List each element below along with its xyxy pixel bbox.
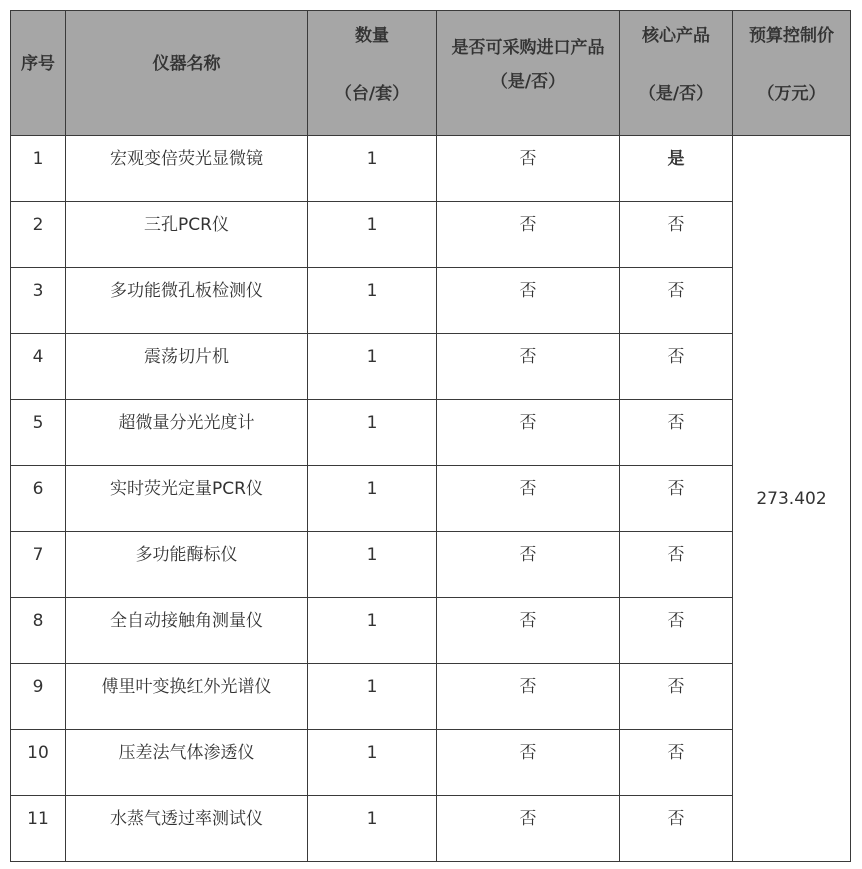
cell-core: 否 bbox=[620, 400, 733, 466]
cell-quantity: 1 bbox=[308, 334, 437, 400]
cell-instrument-name: 实时荧光定量PCR仪 bbox=[66, 466, 308, 532]
cell-instrument-name: 震荡切片机 bbox=[66, 334, 308, 400]
cell-index: 4 bbox=[11, 334, 66, 400]
cell-import: 否 bbox=[437, 268, 620, 334]
header-core: 核心产品 （是/否） bbox=[620, 11, 733, 136]
cell-core: 否 bbox=[620, 796, 733, 862]
cell-index: 7 bbox=[11, 532, 66, 598]
cell-quantity: 1 bbox=[308, 136, 437, 202]
cell-import: 否 bbox=[437, 664, 620, 730]
cell-budget: 273.402 bbox=[733, 136, 851, 862]
cell-import: 否 bbox=[437, 400, 620, 466]
cell-quantity: 1 bbox=[308, 796, 437, 862]
header-import: 是否可采购进口产品 （是/否） bbox=[437, 11, 620, 136]
table-row bbox=[11, 400, 851, 466]
cell-instrument-name: 超微量分光光度计 bbox=[66, 400, 308, 466]
cell-quantity: 1 bbox=[308, 730, 437, 796]
cell-instrument-name: 宏观变倍荧光显微镜 bbox=[66, 136, 308, 202]
cell-index: 2 bbox=[11, 202, 66, 268]
cell-import: 否 bbox=[437, 334, 620, 400]
cell-index: 1 bbox=[11, 136, 66, 202]
cell-core: 否 bbox=[620, 466, 733, 532]
cell-core: 否 bbox=[620, 730, 733, 796]
cell-import: 否 bbox=[437, 598, 620, 664]
cell-index: 5 bbox=[11, 400, 66, 466]
cell-instrument-name: 全自动接触角测量仪 bbox=[66, 598, 308, 664]
cell-core: 否 bbox=[620, 268, 733, 334]
header-row bbox=[11, 11, 851, 136]
cell-instrument-name: 多功能酶标仪 bbox=[66, 532, 308, 598]
cell-instrument-name: 三孔PCR仪 bbox=[66, 202, 308, 268]
cell-core: 否 bbox=[620, 202, 733, 268]
table-row bbox=[11, 334, 851, 400]
cell-core: 否 bbox=[620, 334, 733, 400]
cell-quantity: 1 bbox=[308, 532, 437, 598]
table-row bbox=[11, 532, 851, 598]
cell-index: 9 bbox=[11, 664, 66, 730]
cell-core: 否 bbox=[620, 664, 733, 730]
cell-quantity: 1 bbox=[308, 202, 437, 268]
table-row bbox=[11, 202, 851, 268]
table-row bbox=[11, 598, 851, 664]
cell-import: 否 bbox=[437, 730, 620, 796]
table-row bbox=[11, 136, 851, 202]
cell-instrument-name: 水蒸气透过率测试仪 bbox=[66, 796, 308, 862]
cell-quantity: 1 bbox=[308, 268, 437, 334]
cell-index: 10 bbox=[11, 730, 66, 796]
cell-import: 否 bbox=[437, 796, 620, 862]
table-row bbox=[11, 730, 851, 796]
cell-core: 否 bbox=[620, 598, 733, 664]
cell-import: 否 bbox=[437, 202, 620, 268]
header-quantity: 数量 （台/套） bbox=[308, 11, 437, 136]
cell-index: 3 bbox=[11, 268, 66, 334]
cell-core: 是 bbox=[620, 136, 733, 202]
cell-quantity: 1 bbox=[308, 466, 437, 532]
cell-import: 否 bbox=[437, 136, 620, 202]
cell-import: 否 bbox=[437, 466, 620, 532]
cell-index: 11 bbox=[11, 796, 66, 862]
cell-quantity: 1 bbox=[308, 598, 437, 664]
table-row bbox=[11, 796, 851, 862]
table-row bbox=[11, 664, 851, 730]
header-name: 仪器名称 bbox=[66, 11, 308, 136]
cell-instrument-name: 傅里叶变换红外光谱仪 bbox=[66, 664, 308, 730]
cell-core: 否 bbox=[620, 532, 733, 598]
cell-instrument-name: 压差法气体渗透仪 bbox=[66, 730, 308, 796]
cell-instrument-name: 多功能微孔板检测仪 bbox=[66, 268, 308, 334]
table-row bbox=[11, 466, 851, 532]
procurement-table bbox=[10, 10, 851, 862]
header-index: 序号 bbox=[11, 11, 66, 136]
header-budget: 预算控制价 （万元） bbox=[733, 11, 851, 136]
cell-index: 6 bbox=[11, 466, 66, 532]
cell-index: 8 bbox=[11, 598, 66, 664]
cell-import: 否 bbox=[437, 532, 620, 598]
cell-quantity: 1 bbox=[308, 664, 437, 730]
table-row bbox=[11, 268, 851, 334]
cell-quantity: 1 bbox=[308, 400, 437, 466]
